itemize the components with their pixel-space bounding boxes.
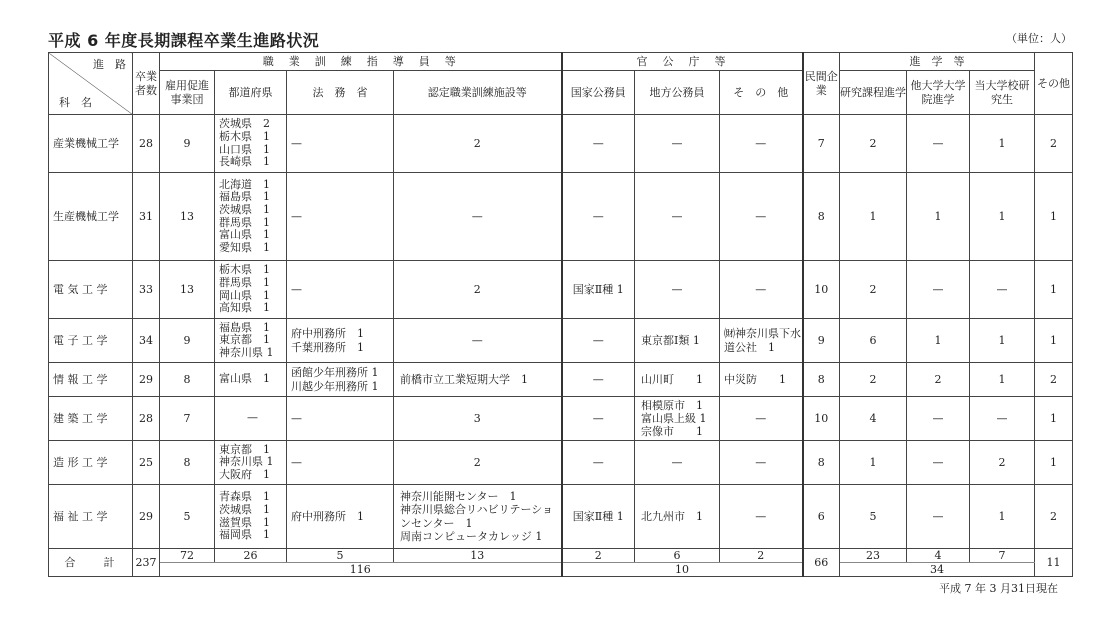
pref-entry: 北海道 1	[219, 177, 270, 191]
pref-entry: —	[247, 411, 258, 425]
nintei-cell: 神奈川能開センター 1 神奈川県総合リハビリテーションセンター 1 周南コンピュータカレッジ 1	[394, 485, 562, 549]
koyo-cell: 5	[160, 485, 215, 549]
graduates-cell: 28	[133, 397, 160, 441]
kenkyu-cell: 2	[840, 363, 907, 397]
toudai-cell: 1	[970, 363, 1035, 397]
kokka-cell: —	[562, 441, 635, 485]
tadaigaku-cell: 1	[907, 173, 970, 261]
pref-entry: 岡山県 1	[219, 288, 270, 302]
minkan-cell: 8	[803, 441, 840, 485]
pref-entry: 神奈川県 1	[219, 455, 274, 469]
homu-cell: 府中刑務所 1	[287, 485, 394, 549]
koyo-cell: 13	[160, 173, 215, 261]
pref-entry: 栃木県 1	[219, 129, 270, 143]
pref-entry: 東京都 1	[219, 442, 270, 456]
total-public-sum: 10	[562, 563, 803, 577]
pref-entry: 茨城県 1	[219, 502, 270, 516]
further-group-header: 進 学 等	[840, 53, 1035, 71]
table-row	[49, 441, 1073, 485]
minkan-cell: 10	[803, 261, 840, 319]
homu-cell: —	[287, 173, 394, 261]
sonota-cell: 中災防 1	[720, 363, 803, 397]
sonota-cell: —	[720, 397, 803, 441]
pref-entry: 群馬県 1	[219, 215, 270, 229]
minkan-cell: 8	[803, 363, 840, 397]
chiho-cell: —	[635, 115, 720, 173]
total-chiho: 6	[635, 549, 720, 563]
total-subtotal-row	[49, 563, 1073, 577]
toudai-cell: 1	[970, 173, 1035, 261]
pref-cell	[215, 397, 287, 441]
col-kokka: 国家公務員	[562, 71, 635, 115]
pref-entry: 福岡県 1	[219, 528, 270, 542]
total-pref: 26	[215, 549, 287, 563]
minkan-cell: 10	[803, 397, 840, 441]
pref-cell	[215, 363, 287, 397]
sonota-cell: —	[720, 115, 803, 173]
homu-cell: —	[287, 397, 394, 441]
chiho-cell: 相模原市 1 富山県上級 1 宗像市 1	[635, 397, 720, 441]
toudai-cell: 1	[970, 115, 1035, 173]
table-row	[49, 319, 1073, 363]
sonota-cell: —	[720, 261, 803, 319]
kokka-cell: —	[562, 363, 635, 397]
pref-entry: 福島県 1	[219, 320, 270, 334]
dept-name: 生産機械工学	[49, 173, 133, 261]
total-tadaigaku: 4	[907, 549, 970, 563]
pref-entry: 青森県 1	[219, 490, 270, 504]
col-sonota: そ の 他	[720, 71, 803, 115]
nintei-cell: 2	[394, 261, 562, 319]
as-of-date: 平成 7 年 3 月31日現在	[939, 582, 1058, 595]
tadaigaku-cell: 2	[907, 363, 970, 397]
chiho-cell: 東京都Ⅰ類 1	[635, 319, 720, 363]
koyo-cell: 9	[160, 319, 215, 363]
chiho-cell: 山川町 1	[635, 363, 720, 397]
tadaigaku-cell: —	[907, 485, 970, 549]
pref-entry: 富山県 1	[219, 228, 270, 242]
graduates-cell: 28	[133, 115, 160, 173]
nintei-cell: —	[394, 319, 562, 363]
minkan-cell: 8	[803, 173, 840, 261]
total-toudai: 7	[970, 549, 1035, 563]
pref-entry: 滋賀県 1	[219, 515, 270, 529]
chiho-cell: —	[635, 173, 720, 261]
other-cell: 1	[1035, 173, 1073, 261]
other-cell: 1	[1035, 397, 1073, 441]
total-sonota: 2	[720, 549, 803, 563]
nintei-cell: 2	[394, 115, 562, 173]
vocational-group-header: 職 業 訓 練 指 導 員 等	[160, 53, 562, 71]
minkan-cell: 9	[803, 319, 840, 363]
public-group-header: 官 公 庁 等	[562, 53, 803, 71]
chiho-cell: —	[635, 261, 720, 319]
corner-bottom: 科 名	[59, 95, 92, 109]
pref-entry: 福島県 1	[219, 190, 270, 204]
homu-cell: —	[287, 115, 394, 173]
dept-name: 建 築 工 学	[49, 397, 133, 441]
nintei-cell: 3	[394, 397, 562, 441]
graduates-cell: 29	[133, 485, 160, 549]
dept-name: 電 気 工 学	[49, 261, 133, 319]
sonota-cell: —	[720, 173, 803, 261]
kenkyu-cell: 5	[840, 485, 907, 549]
koyo-cell: 7	[160, 397, 215, 441]
total-homu: 5	[287, 549, 394, 563]
corner-top: 進 路	[93, 58, 126, 71]
pref-entry: 高知県 1	[219, 301, 270, 315]
kokka-cell: —	[562, 319, 635, 363]
chiho-cell: 北九州市 1	[635, 485, 720, 549]
graduates-cell: 25	[133, 441, 160, 485]
total-graduates: 237	[133, 549, 160, 577]
koyo-cell: 8	[160, 363, 215, 397]
total-row	[49, 549, 1073, 563]
koyo-cell: 13	[160, 261, 215, 319]
kenkyu-cell: 2	[840, 261, 907, 319]
sonota-cell: —	[720, 485, 803, 549]
toudai-cell: —	[970, 261, 1035, 319]
pref-entry: 茨城県 1	[219, 202, 270, 216]
pref-entry: 山口県 1	[219, 142, 270, 156]
pref-cell	[215, 485, 287, 549]
dept-name: 電 子 工 学	[49, 319, 133, 363]
other-cell: 2	[1035, 363, 1073, 397]
total-minkan: 66	[803, 549, 840, 577]
total-label: 合 計	[49, 549, 133, 577]
private-header: 民間企業	[803, 53, 840, 115]
total-koyo: 72	[160, 549, 215, 563]
tadaigaku-cell: —	[907, 115, 970, 173]
graduates-cell: 33	[133, 261, 160, 319]
table-row	[49, 485, 1073, 549]
kenkyu-cell: 4	[840, 397, 907, 441]
graduates-cell: 34	[133, 319, 160, 363]
sonota-cell: —	[720, 441, 803, 485]
kokka-cell: 国家Ⅱ種 1	[562, 485, 635, 549]
kokka-cell: —	[562, 397, 635, 441]
total-nintei: 13	[394, 549, 562, 563]
minkan-cell: 6	[803, 485, 840, 549]
graduates-cell: 31	[133, 173, 160, 261]
career-table	[48, 52, 1073, 577]
other-cell: 1	[1035, 441, 1073, 485]
homu-cell: —	[287, 261, 394, 319]
tadaigaku-cell: 1	[907, 319, 970, 363]
sonota-cell: ㈶神奈川県下水道公社 1	[720, 319, 803, 363]
total-other: 11	[1035, 549, 1073, 577]
koyo-cell: 8	[160, 441, 215, 485]
kenkyu-cell: 2	[840, 115, 907, 173]
nintei-cell: 2	[394, 441, 562, 485]
corner-header	[49, 53, 133, 115]
col-toudai: 当大学校研究生	[970, 71, 1035, 115]
kokka-cell: —	[562, 173, 635, 261]
homu-cell: —	[287, 441, 394, 485]
pref-entry: 富山県 1	[219, 372, 270, 386]
col-nintei: 認定職業訓練施設等	[394, 71, 562, 115]
col-koyo: 雇用促進事業団	[160, 71, 215, 115]
toudai-cell: —	[970, 397, 1035, 441]
kokka-cell: —	[562, 115, 635, 173]
pref-entry: 栃木県 1	[219, 263, 270, 277]
pref-entry: 茨城県 2	[219, 117, 270, 131]
total-further-sum: 34	[840, 563, 1035, 577]
pref-entry: 群馬県 1	[219, 275, 270, 289]
table-row	[49, 363, 1073, 397]
dept-name: 情 報 工 学	[49, 363, 133, 397]
tadaigaku-cell: —	[907, 397, 970, 441]
total-vocational-sum: 116	[160, 563, 562, 577]
col-pref: 都道府県	[215, 71, 287, 115]
other-cell: 1	[1035, 319, 1073, 363]
koyo-cell: 9	[160, 115, 215, 173]
other-cell: 1	[1035, 261, 1073, 319]
graduates-cell: 29	[133, 363, 160, 397]
graduates-header: 卒業者数	[133, 53, 160, 115]
chiho-cell: —	[635, 441, 720, 485]
other-cell: 2	[1035, 485, 1073, 549]
total-kokka: 2	[562, 549, 635, 563]
other-header: その他	[1035, 53, 1073, 115]
pref-cell	[215, 173, 287, 261]
pref-entry: 東京都 1	[219, 333, 270, 347]
col-tadaigaku: 他大学大学院進学	[907, 71, 970, 115]
pref-entry: 長崎県 1	[219, 155, 270, 169]
table-row	[49, 261, 1073, 319]
pref-cell	[215, 441, 287, 485]
table-row	[49, 397, 1073, 441]
dept-name: 産業機械工学	[49, 115, 133, 173]
col-chiho: 地方公務員	[635, 71, 720, 115]
unit-label: （単位：人）	[1006, 32, 1072, 45]
other-cell: 2	[1035, 115, 1073, 173]
nintei-cell: —	[394, 173, 562, 261]
dept-name: 福 祉 工 学	[49, 485, 133, 549]
kenkyu-cell: 6	[840, 319, 907, 363]
homu-cell: 函館少年刑務所 1 川越少年刑務所 1	[287, 363, 394, 397]
toudai-cell: 1	[970, 319, 1035, 363]
nintei-cell: 前橋市立工業短期大学 1	[394, 363, 562, 397]
tadaigaku-cell: —	[907, 441, 970, 485]
dept-name: 造 形 工 学	[49, 441, 133, 485]
tadaigaku-cell: —	[907, 261, 970, 319]
pref-cell	[215, 261, 287, 319]
total-kenkyu: 23	[840, 549, 907, 563]
minkan-cell: 7	[803, 115, 840, 173]
pref-entry: 神奈川県 1	[219, 345, 274, 359]
col-kenkyu: 研究課程進学	[840, 71, 907, 115]
page-title: 平成 6 年度長期課程卒業生進路状況	[48, 31, 320, 50]
pref-cell	[215, 115, 287, 173]
col-homu: 法 務 省	[287, 71, 394, 115]
toudai-cell: 1	[970, 485, 1035, 549]
kenkyu-cell: 1	[840, 173, 907, 261]
pref-entry: 愛知県 1	[219, 240, 270, 254]
pref-entry: 大阪府 1	[219, 467, 270, 481]
kenkyu-cell: 1	[840, 441, 907, 485]
table-row	[49, 173, 1073, 261]
pref-cell	[215, 319, 287, 363]
toudai-cell: 2	[970, 441, 1035, 485]
homu-cell: 府中刑務所 1 千葉刑務所 1	[287, 319, 394, 363]
kokka-cell: 国家Ⅱ種 1	[562, 261, 635, 319]
table-row	[49, 115, 1073, 173]
